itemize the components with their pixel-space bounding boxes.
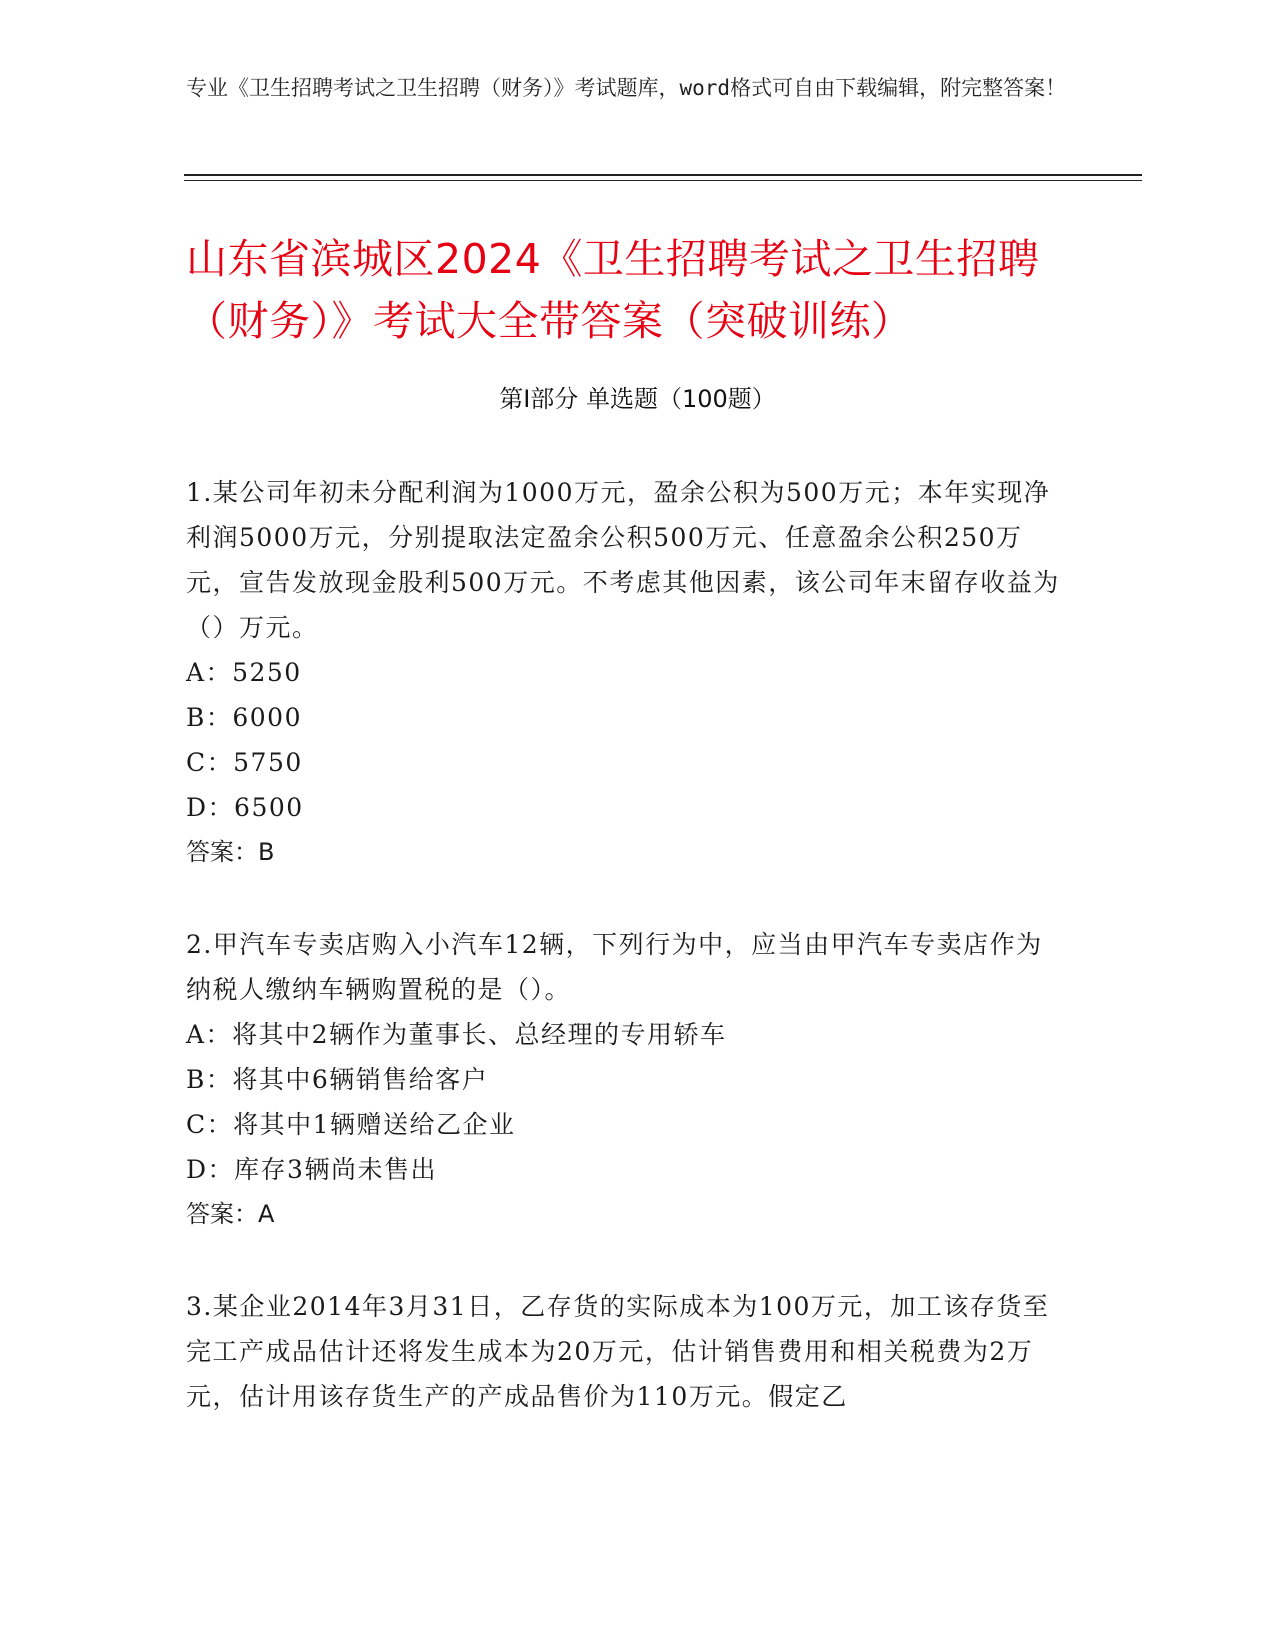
question-stem: 1.某公司年初未分配利润为1000万元，盈余公积为500万元；本年实现净利润5000万元，分别提取法定盈余公积500万元、任意盈余公积250万元，宣告发放现金股利500万元。不考虑其他因素，该公司年末留存收益为（）万元。 <box>186 478 1060 642</box>
answer-value: B <box>258 838 275 866</box>
header-divider <box>184 174 1142 176</box>
answer-value: A <box>258 1200 275 1228</box>
option-key: B： <box>186 703 233 732</box>
option-key: A： <box>186 1020 233 1049</box>
option-text: 将其中6辆销售给客户 <box>232 1065 489 1094</box>
option-text: 将其中2辆作为董事长、总经理的专用轿车 <box>232 1020 727 1049</box>
question-stem: 3.某企业2014年3月31日，乙存货的实际成本为100万元，加工该存货至完工产成品估计还将发生成本为20万元，估计销售费用和相关税费为2万元，估计用该存货生产的产成品售价为110万元。假定乙 <box>186 1292 1050 1411</box>
answer-label: 答案： <box>186 838 258 866</box>
option-key: B： <box>186 1065 233 1094</box>
option-key: C： <box>186 748 234 777</box>
option-text: 库存3辆尚未售出 <box>234 1155 437 1184</box>
option-d <box>186 1147 1066 1192</box>
header-divider-thin <box>184 180 1142 181</box>
header-note: 专业《卫生招聘考试之卫生招聘（财务）》考试题库，word格式可自由下载编辑，附完整答案！ <box>186 76 1067 100</box>
option-key: A： <box>186 658 233 687</box>
option-b <box>186 1057 1066 1102</box>
section-title: 第I部分 单选题（100题） <box>499 385 776 413</box>
option-key: C： <box>186 1110 234 1139</box>
option-c <box>186 1102 1066 1147</box>
option-key: D： <box>186 1155 235 1184</box>
question-1 <box>186 470 1066 875</box>
option-text: 将其中1辆赠送给乙企业 <box>233 1110 516 1139</box>
option-a <box>186 650 1066 695</box>
option-key: D： <box>186 793 235 822</box>
option-text: 5750 <box>233 748 303 777</box>
document-title: 山东省滨城区2024《卫生招聘考试之卫生招聘（财务）》考试大全带答案（突破训练） <box>186 235 1040 345</box>
option-text: 6500 <box>234 793 304 822</box>
option-text: 5250 <box>232 658 302 687</box>
answer <box>186 830 1066 875</box>
option-a <box>186 1012 1066 1057</box>
question-stem: 2.甲汽车专卖店购入小汽车12辆，下列行为中，应当由甲汽车专卖店作为纳税人缴纳车辆购置税的是（）。 <box>186 930 1043 1004</box>
option-text: 6000 <box>232 703 302 732</box>
answer-label: 答案： <box>186 1200 258 1228</box>
option-c <box>186 740 1066 785</box>
answer <box>186 1192 1066 1237</box>
question-3 <box>186 1284 1066 1419</box>
option-d <box>186 785 1066 830</box>
option-b <box>186 695 1066 740</box>
question-2 <box>186 922 1066 1237</box>
